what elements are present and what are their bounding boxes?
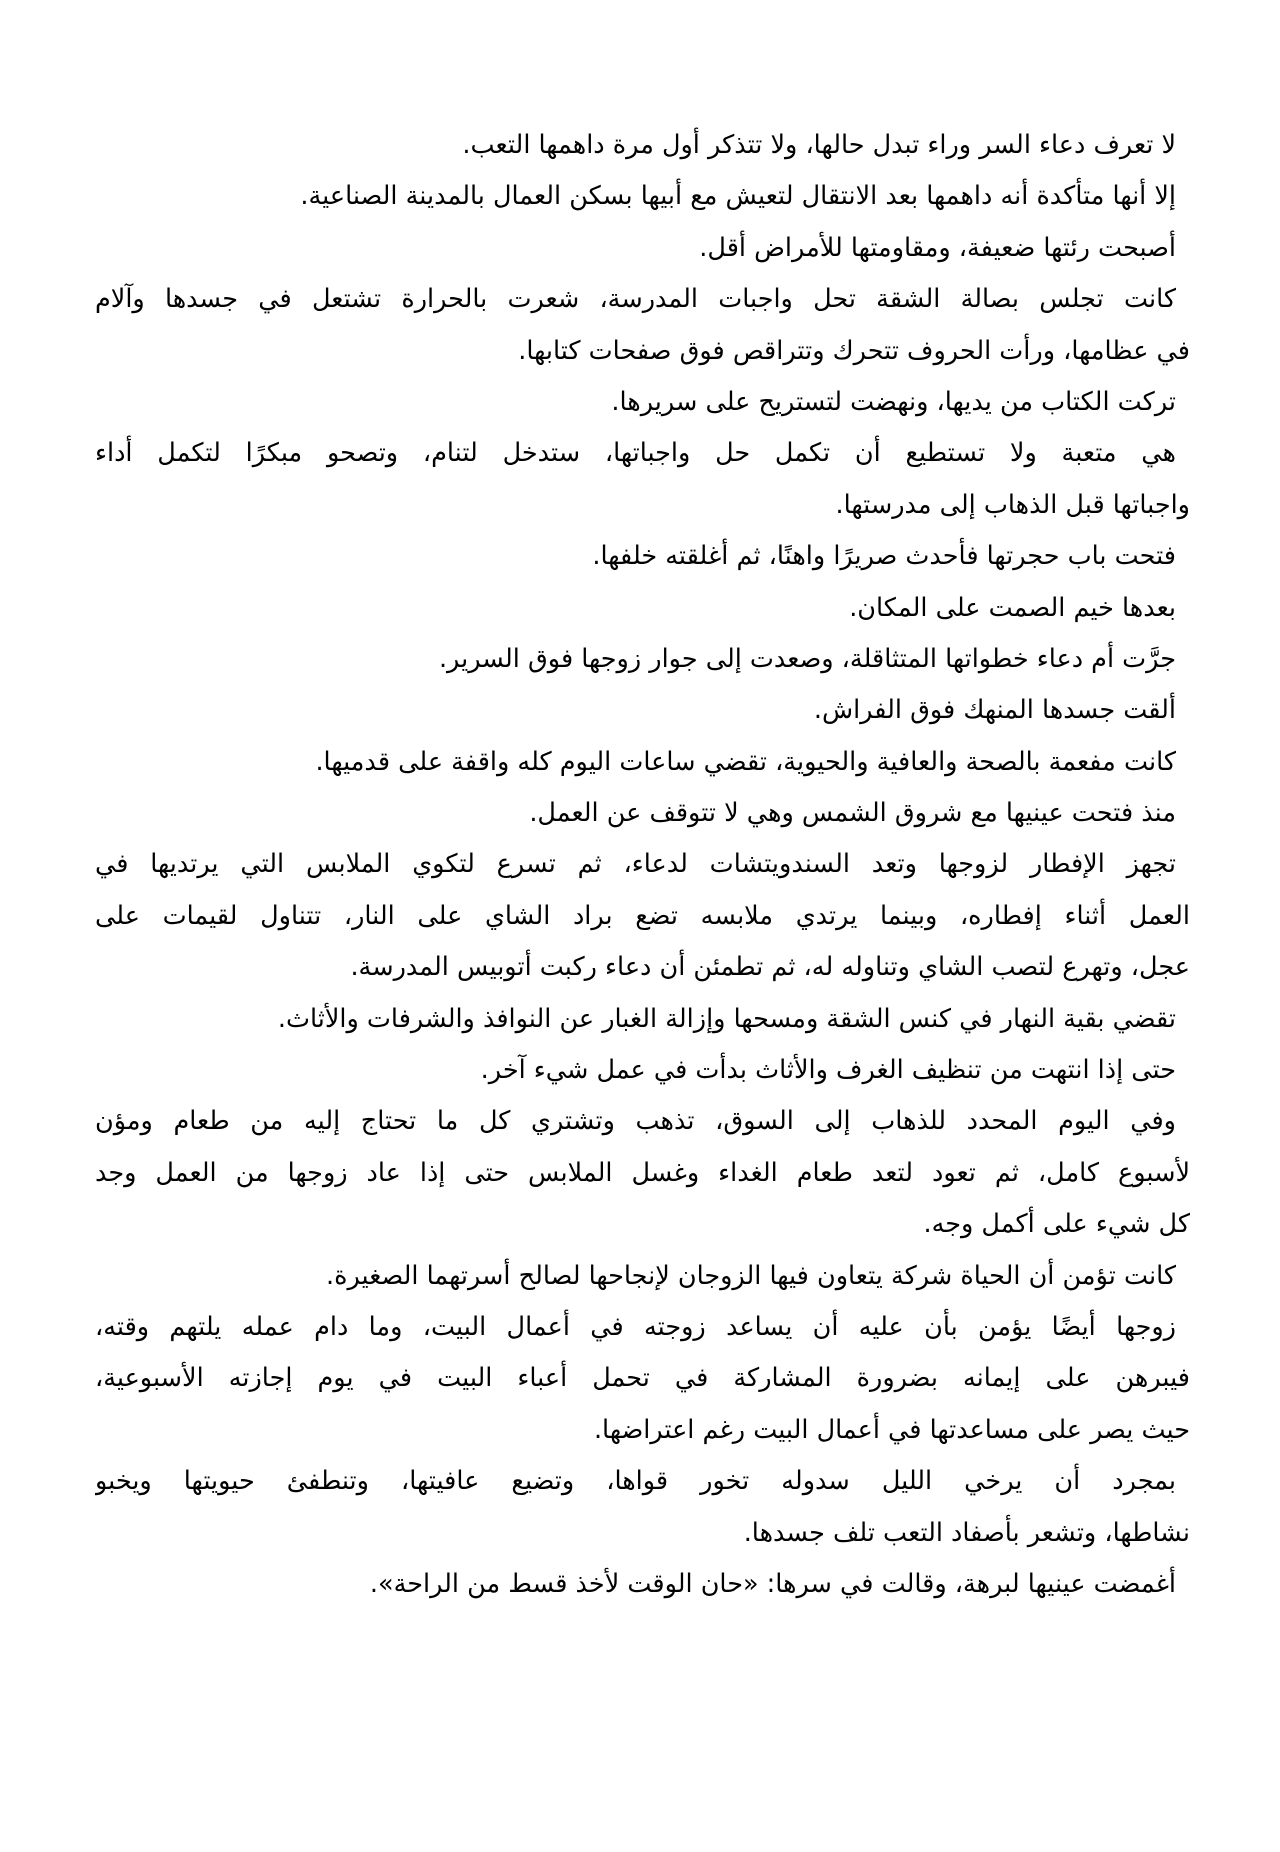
paragraph [95,1456,1190,1559]
paragraph [95,737,1190,788]
text-line: العمل أثناء إفطاره، وبينما يرتدي ملابسه تضع براد الشاي على النار، تتناول لقيمات على [95,900,1190,931]
paragraph [95,994,1190,1045]
text-line: هي متعبة ولا تستطيع أن تكمل حل واجباتها، ستدخل لتنام، وتصحو مبكرًا لتكمل أداء [95,438,1176,469]
text-line: لا تعرف دعاء السر وراء تبدل حالها، ولا تتذكر أول مرة داهمها التعب. [462,130,1176,160]
text-line: إلا أنها متأكدة أنه داهمها بعد الانتقال لتعيش مع أبيها بسكن العمال بالمدينة الصناعية. [300,181,1176,212]
paragraph [95,377,1190,428]
paragraph [95,788,1190,839]
text-line: نشاطها، وتشعر بأصفاد التعب تلف جسدها. [743,1517,1190,1548]
text-line: زوجها أيضًا يؤمن بأن عليه أن يساعد زوجته في أعمال البيت، وما دام عمله يلتهم وقته، [95,1311,1176,1342]
text-line: كانت تؤمن أن الحياة شركة يتعاون فيها الزوجان لإنجاحها لصالح أسرتهما الصغيرة. [326,1260,1176,1291]
paragraph [95,428,1190,531]
text-line: حيث يصر على مساعدتها في أعمال البيت رغم اعتراضها. [593,1414,1190,1445]
text-line: ألقت جسدها المنهك فوق الفراش. [813,695,1176,726]
text-line: وفي اليوم المحدد للذهاب إلى السوق، تذهب وتشتري كل ما تحتاج إليه من طعام ومؤن [95,1106,1176,1137]
text-line: فيبرهن على إيمانه بضرورة المشاركة في تحمل أعباء البيت في يوم إجازته الأسبوعية، [95,1363,1190,1394]
text-line: كانت تجلس بصالة الشقة تحل واجبات المدرسة، شعرت بالحرارة تشتعل في جسدها وآلام [95,284,1176,315]
paragraph [95,274,1190,377]
text-line: تقضي بقية النهار في كنس الشقة ومسحها وإزالة الغبار عن النوافذ والشرفات والأثاث. [277,1003,1176,1034]
paragraph [95,1302,1190,1456]
text-line: أصبحت رئتها ضعيفة، ومقاومتها للأمراض أقل. [699,232,1176,263]
paragraph [95,839,1190,993]
paragraph [95,583,1190,634]
paragraph [95,223,1190,274]
paragraph [95,1251,1190,1302]
text-line: حتى إذا انتهت من تنظيف الغرف والأثاث بدأت في عمل شيء آخر. [480,1055,1176,1086]
text-line: فتحت باب حجرتها فأحدث صريرًا واهنًا، ثم أغلقته خلفها. [592,541,1176,572]
text-line: تجهز الإفطار لزوجها وتعد السندويتشات لدعاء، ثم تسرع لتكوي الملابس التي يرتديها في [95,849,1176,880]
paragraph [95,1559,1190,1610]
paragraph [95,120,1190,171]
text-line: جرَّت أم دعاء خطواتها المتثاقلة، وصعدت إلى جوار زوجها فوق السرير. [438,643,1176,674]
text-line: عجل، وتهرع لتصب الشاي وتناوله له، ثم تطمئن أن دعاء ركبت أتوبيس المدرسة. [350,952,1190,983]
text-line: منذ فتحت عينيها مع شروق الشمس وهي لا تتوقف عن العمل. [529,798,1176,829]
text-line: في عظامها، ورأت الحروف تتحرك وتتراقص فوق صفحات كتابها. [518,335,1190,366]
paragraph [95,171,1190,222]
text-line: بعدها خيم الصمت على المكان. [849,592,1176,623]
text-line: كانت مفعمة بالصحة والعافية والحيوية، تقضي ساعات اليوم كله واقفة على قدميها. [315,746,1176,777]
text-line: بمجرد أن يرخي الليل سدوله تخور قواها، وتضيع عافيتها، وتنطفئ حيويتها ويخبو [95,1466,1176,1497]
text-line: كل شيء على أكمل وجه. [923,1209,1190,1240]
paragraph [95,634,1190,685]
paragraph [95,1096,1190,1250]
paragraph [95,1045,1190,1096]
text-line: لأسبوع كامل، ثم تعود لتعد طعام الغداء وغسل الملابس حتى إذا عاد زوجها من العمل وجد [95,1157,1190,1188]
text-line: أغمضت عينيها لبرهة، وقالت في سرها: «حان الوقت لأخذ قسط من الراحة». [369,1568,1176,1599]
paragraph [95,685,1190,736]
text-line: واجباتها قبل الذهاب إلى مدرستها. [835,489,1190,520]
text-line: تركت الكتاب من يديها، ونهضت لتستريح على سريرها. [611,386,1176,417]
paragraph [95,531,1190,582]
